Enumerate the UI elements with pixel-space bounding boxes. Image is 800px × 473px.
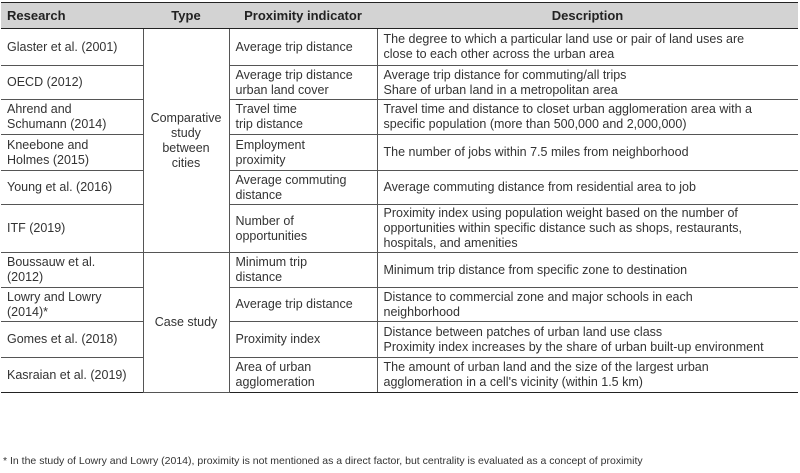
cell-text-line: opportunities: [235, 228, 308, 243]
header-description: Description: [377, 3, 798, 29]
cell-proximity-indicator: [229, 322, 377, 358]
cell-description: [377, 358, 798, 393]
cell-text-line: Minimum trip distance from specific zone to destination: [383, 262, 688, 277]
table-row: [1, 66, 798, 100]
cell-description: [377, 322, 798, 358]
cell-text-line: Kneebone and: [7, 137, 89, 152]
cell-text-line: Employment: [235, 137, 305, 152]
cell-text-line: specific population (more than 500,000 and 2,000,000): [383, 117, 687, 131]
cell-text-line: Gomes et al. (2018): [7, 332, 118, 346]
cell-proximity-indicator: [229, 253, 377, 288]
cell-text-line: (2012): [7, 270, 44, 284]
cell-text-line: Kasraian et al. (2019): [7, 367, 127, 382]
cell-proximity-indicator: [229, 100, 377, 135]
cell-text-line: Glaster et al. (2001): [7, 39, 118, 54]
table-row: [1, 288, 798, 322]
cell-research: [1, 205, 143, 253]
cell-proximity-indicator: [229, 171, 377, 205]
table-row: [1, 253, 798, 288]
cell-text-line: Area of urban: [235, 360, 312, 374]
cell-text-line: Average trip distance: [235, 297, 353, 311]
table-row: [1, 205, 798, 253]
cell-proximity-indicator: [229, 288, 377, 322]
cell-text-line: Proximity index using population weight based on the number of: [383, 206, 738, 220]
cell-text-line: trip distance: [235, 117, 303, 131]
cell-text-line: Average trip distance: [235, 67, 353, 82]
table-row: [1, 135, 798, 171]
table-header-row: [1, 3, 798, 29]
cell-proximity-indicator: [229, 205, 377, 253]
cell-proximity-indicator: [229, 135, 377, 171]
cell-text-line: Average trip distance for commuting/all trips: [383, 67, 627, 82]
cell-proximity-indicator: [229, 358, 377, 393]
cell-research: [1, 358, 143, 393]
cell-text-line: opportunities within specific distance such as shops, restaurants,: [383, 221, 743, 235]
cell-description: [377, 205, 798, 253]
cell-text-line: The degree to which a particular land use or pair of land uses are: [383, 32, 745, 46]
cell-text-line: Average commuting distance from residential area to job: [383, 180, 696, 194]
table-row: [1, 358, 798, 393]
cell-text-line: Case study: [154, 315, 218, 329]
cell-research: [1, 29, 143, 66]
cell-research: [1, 66, 143, 100]
cell-description: [377, 135, 798, 171]
cell-type-case: [143, 253, 229, 393]
table-row: [1, 322, 798, 358]
cell-proximity-indicator: [229, 29, 377, 66]
cell-text-line: Holmes (2015): [7, 152, 89, 167]
cell-text-line: distance: [235, 187, 283, 202]
cell-proximity-indicator: [229, 66, 377, 100]
footnote: * In the study of Lowry and Lowry (2014), proximity is not mentioned as a direct factor, but centrality is evaluated as a concept of proximity: [3, 455, 643, 467]
cell-research: [1, 253, 143, 288]
cell-description: [377, 171, 798, 205]
cell-text-line: close to each other across the urban area: [383, 47, 615, 61]
cell-text-line: OECD (2012): [7, 75, 83, 89]
cell-research: [1, 288, 143, 322]
cell-text-line: neighborhood: [383, 304, 460, 319]
cell-text-line: Number of: [235, 213, 294, 228]
header-research: Research: [1, 3, 143, 29]
table-row: [1, 100, 798, 135]
cell-text-line: Travel time and distance to closet urban agglomeration area with a: [383, 102, 752, 116]
cell-text-line: Proximity index increases by the share of urban built-up environment: [383, 339, 764, 354]
cell-text-line: Boussauw et al.: [7, 255, 96, 269]
cell-text-line: The number of jobs within 7.5 miles from neighborhood: [383, 145, 689, 159]
cell-text-line: (2014)*: [7, 304, 48, 319]
cell-text-line: Schumann (2014): [7, 117, 107, 131]
cell-text-line: agglomeration in a cell's vicinity (within 1.5 km): [383, 375, 643, 389]
cell-text-line: Proximity index: [235, 332, 321, 346]
cell-text-line: Ahrend and: [7, 102, 72, 116]
table-row: [1, 171, 798, 205]
cell-text-line: proximity: [235, 152, 286, 167]
cell-description: [377, 253, 798, 288]
cell-research: [1, 100, 143, 135]
cell-text-line: Comparative: [150, 110, 222, 125]
cell-text-line: cities: [171, 155, 201, 170]
cell-text-line: ITF (2019): [7, 221, 66, 235]
cell-description: [377, 288, 798, 322]
header-type: Type: [143, 3, 229, 29]
cell-text-line: Travel time: [235, 102, 297, 116]
cell-research: [1, 171, 143, 205]
cell-description: [377, 100, 798, 135]
cell-text-line: study: [171, 125, 201, 140]
cell-description: [377, 29, 798, 66]
cell-text-line: agglomeration: [235, 375, 315, 389]
cell-text-line: Share of urban land in a metropolitan area: [383, 82, 618, 97]
cell-text-line: Average commuting: [235, 172, 347, 187]
cell-description: [377, 66, 798, 100]
table-row: [1, 29, 798, 66]
table-body: [1, 29, 798, 393]
proximity-indicator-table: [1, 2, 798, 393]
cell-text-line: Young et al. (2016): [7, 180, 113, 194]
cell-text-line: Distance to commercial zone and major schools in each: [383, 289, 693, 304]
cell-text-line: Distance between patches of urban land use class: [383, 324, 663, 339]
cell-text-line: Average trip distance: [235, 39, 353, 54]
cell-text-line: Lowry and Lowry: [7, 289, 102, 304]
header-proximity-indicator: Proximity indicator: [229, 3, 377, 29]
cell-text-line: urban land cover: [235, 82, 329, 97]
cell-text-line: distance: [235, 270, 283, 284]
cell-research: [1, 322, 143, 358]
cell-text-line: Minimum trip: [235, 255, 308, 269]
cell-text-line: between: [162, 140, 210, 155]
cell-text-line: The amount of urban land and the size of the largest urban: [383, 360, 709, 374]
cell-type-comparative: [143, 29, 229, 253]
cell-text-line: hospitals, and amenities: [383, 236, 518, 250]
cell-research: [1, 135, 143, 171]
